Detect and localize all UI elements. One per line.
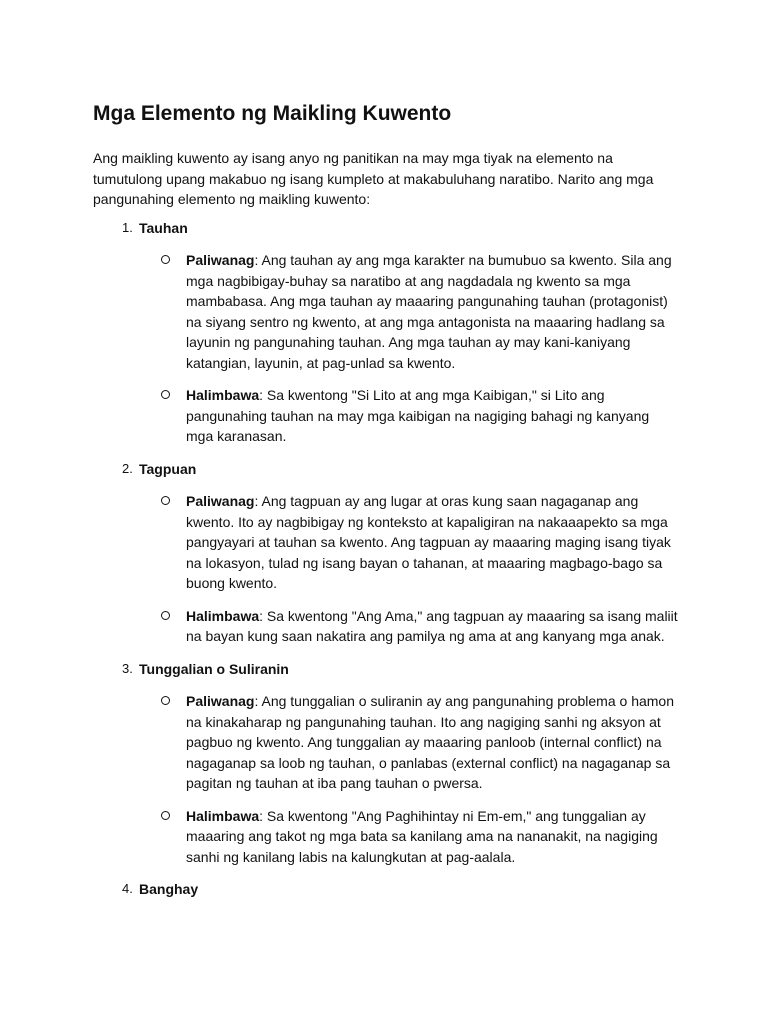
detail-item xyxy=(93,491,678,594)
detail-text: : Ang tagpuan ay ang lugar at oras kung saan nagaganap ang kwento. Ito ay nagbibigay ng konteksto at kapaligiran na nakaaapekto sa mga pangyayari at tauhan sa kwento. Ang tagpuan ay maaaring maging isang tiyak na lokasyon, tulad ng isang bayan o tahanan, at maaaring magbago-bago sa buong kwento. xyxy=(186,493,671,591)
element-name: Tauhan xyxy=(139,219,188,236)
element-number: 3. xyxy=(122,660,133,676)
detail-item xyxy=(93,606,678,647)
detail-text: : Ang tunggalian o suliranin ay ang pangunahing problema o hamon na kinakaharap ng pangunahing tauhan. Ito ang nagiging sanhi ng aksyon at pagbuo ng kwento. Ang tunggalian ay maaaring panloob (internal conflict) na nagaganap sa loob ng tauhan, o panlabas (external conflict) na nagaganap sa pagitan ng tauhan at iba pang tauhan o pwersa. xyxy=(186,693,675,791)
detail-term: Paliwanag xyxy=(186,493,255,509)
detail-term: Halimbawa xyxy=(186,387,260,403)
page-title: Mga Elemento ng Maikling Kuwento xyxy=(93,102,452,125)
element-item-banghay xyxy=(93,879,678,900)
element-details xyxy=(93,491,678,647)
element-name: Tagpuan xyxy=(139,460,197,477)
element-heading xyxy=(93,659,678,680)
hollow-circle-bullet-icon xyxy=(161,496,170,505)
detail-term: Paliwanag xyxy=(186,693,255,709)
element-item-tauhan xyxy=(93,218,678,447)
element-item-tagpuan xyxy=(93,459,678,647)
hollow-circle-bullet-icon xyxy=(161,390,170,399)
element-number: 1. xyxy=(122,219,133,235)
detail-item xyxy=(93,385,678,447)
element-name: Tunggalian o Suliranin xyxy=(139,660,289,677)
element-heading xyxy=(93,218,678,239)
detail-term: Halimbawa xyxy=(186,807,260,824)
hollow-circle-bullet-icon xyxy=(161,696,170,705)
element-number: 4. xyxy=(122,881,133,896)
detail-text: : Sa kwentong "Si Lito at ang mga Kaibigan," si Lito ang pangunahing tauhan na may mga kaibigan na nagiging bahagi ng kanyang mga karanasan. xyxy=(186,387,650,444)
element-name: Banghay xyxy=(139,881,199,897)
detail-item xyxy=(93,691,678,794)
intro-paragraph: Ang maikling kuwento ay isang anyo ng panitikan na may mga tiyak na elemento na tumutulong upang makabuo ng isang kumpleto at makabuluhang naratibo. Narito ang mga pangunahing elemento ng maikling kuwento: xyxy=(93,150,654,207)
detail-text: : Sa kwentong "Ang Ama," ang tagpuan ay maaaring sa isang maliit na bayan kung saan nakatira ang pamilya ng ama at ang kanyang mga anak. xyxy=(186,607,678,644)
element-number: 2. xyxy=(122,460,133,476)
elements-list xyxy=(93,218,678,900)
detail-term: Paliwanag xyxy=(186,252,255,268)
hollow-circle-bullet-icon xyxy=(161,255,170,264)
hollow-circle-bullet-icon xyxy=(161,811,170,820)
element-item-tunggalian xyxy=(93,659,678,868)
detail-term: Halimbawa xyxy=(186,607,260,624)
element-heading xyxy=(93,879,678,900)
detail-text: : Ang tauhan ay ang mga karakter na bumubuo sa kwento. Sila ang mga nagbibigay-buhay sa naratibo at ang nagdadala ng kwento sa mga mambabasa. Ang mga tauhan ay maaaring pangunahing tauhan (protagonist) na siyang sentro ng kwento, at ang mga antagonista na maaaring hadlang sa layunin ng pangunahing tauhan. Ang mga tauhan ay may kani-kaniyang katangian, layunin, at pag-unlad sa kwento. xyxy=(186,252,672,371)
detail-item xyxy=(93,806,678,868)
hollow-circle-bullet-icon xyxy=(161,611,170,620)
document-body xyxy=(93,100,678,912)
element-details xyxy=(93,250,678,447)
element-heading xyxy=(93,459,678,480)
detail-text: : Sa kwentong "Ang Paghihintay ni Em-em," ang tunggalian ay maaaring ang takot ng mga bata sa kanilang ama na nananakit, na nagiging sanhi ng kanilang labis na kalungkutan at pag-aalala. xyxy=(186,807,658,865)
detail-item xyxy=(93,250,678,373)
element-details xyxy=(93,691,678,867)
